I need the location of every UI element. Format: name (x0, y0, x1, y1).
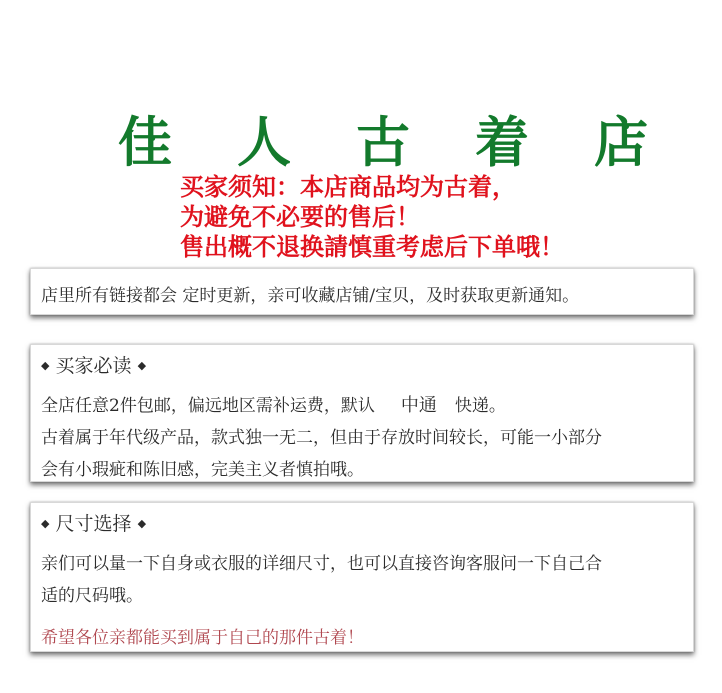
notice-line: 售出概不退换請慎重考虑后下单哦！ (180, 232, 564, 261)
section-title (41, 351, 146, 378)
shipping-line (41, 391, 506, 417)
section-title-text: 尺寸选择 (55, 513, 132, 535)
update-banner-text: 店里所有链接都会 定时更新，亲可收藏店铺/宝贝，及时获取更新通知。 (41, 286, 580, 306)
buyer-notice (180, 172, 564, 262)
notice-line: 买家须知：本店商品均为古着， (180, 172, 516, 201)
diamond-icon: ◆ (137, 517, 147, 530)
vintage-note-line: 古着属于年代级产品，款式独一无二，但由于存放时间较长，可能一小部分 (41, 428, 602, 448)
size-selection-section (30, 502, 694, 652)
shop-title-char: 人 (237, 110, 291, 174)
shipping-text: 全店任意2件包邮，偏远地区需补运费，默认 (41, 396, 375, 416)
diamond-icon: ◆ (41, 359, 50, 372)
shop-title-char: 佳 (118, 110, 172, 174)
diamond-icon: ◆ (41, 517, 50, 530)
shop-title (118, 100, 648, 177)
diamond-icon: ◆ (137, 359, 147, 372)
update-banner (30, 268, 694, 315)
courier-name: 中通 (400, 395, 437, 416)
shop-title-char: 着 (475, 110, 529, 174)
notice-line: 为避免不必要的售后！ (180, 202, 420, 231)
vintage-note-line: 会有小瑕疵和陈旧感，完美主义者慎拍哦。 (41, 460, 364, 480)
section-title-text: 买家必读 (55, 355, 132, 377)
wish-line: 希望各位亲都能买到属于自己的那件古着！ (41, 628, 364, 648)
shop-title-char: 古 (356, 110, 410, 174)
shipping-text-end: 快递。 (454, 396, 506, 416)
buyer-must-read-section (30, 344, 694, 482)
size-advice-line: 适的尺码哦。 (41, 586, 143, 606)
size-advice-line: 亲们可以量一下自身或衣服的详细尺寸，也可以直接咨询客服问一下自己合 (41, 554, 602, 574)
section-title (41, 509, 146, 536)
shop-title-char: 店 (594, 110, 648, 174)
